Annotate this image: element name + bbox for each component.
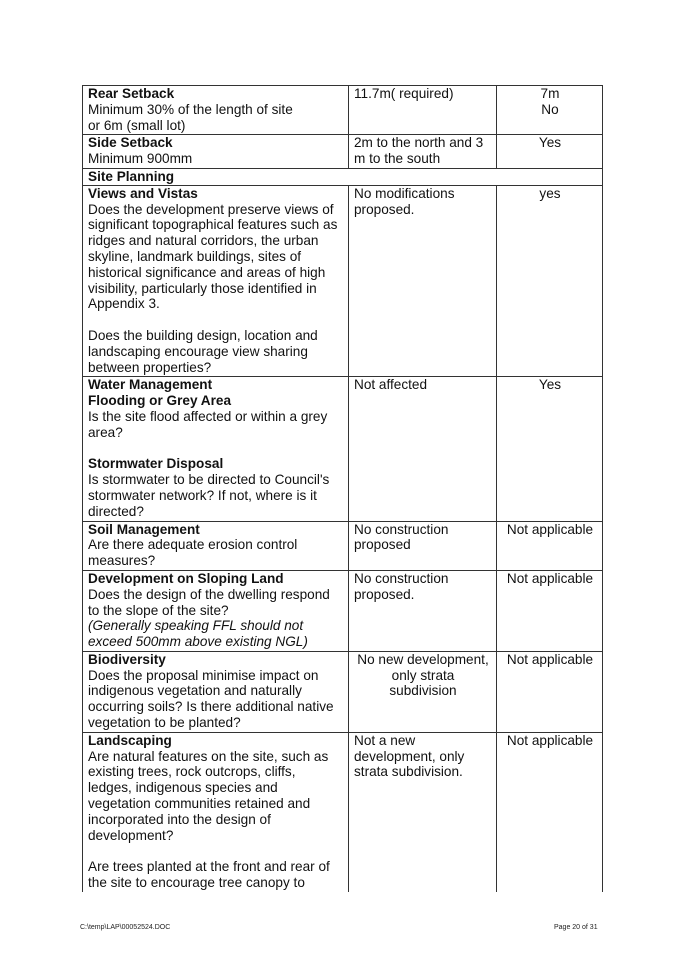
- proposal-text: Not affected: [354, 377, 428, 393]
- proposal-text: 2m to the north and 3 m to the south: [354, 135, 484, 167]
- proposal-cell: [349, 521, 497, 570]
- compliance-cell: [497, 377, 603, 521]
- criteria-cell: [83, 521, 349, 570]
- row-heading: Soil Management: [88, 521, 200, 537]
- row-heading: Biodiversity: [88, 651, 166, 667]
- row-subheading: Stormwater Disposal: [88, 456, 224, 472]
- proposal-cell: [349, 651, 497, 732]
- table-row: [83, 732, 603, 891]
- proposal-cell: [349, 135, 497, 169]
- criteria-cell: [83, 185, 349, 377]
- compliance-text: Yes: [538, 377, 562, 393]
- compliance-cell: [497, 732, 603, 891]
- row-body-2: Is stormwater to be directed to Council's stormwater network? If not, where is it directed?: [88, 472, 330, 519]
- table-row: [83, 86, 603, 135]
- criteria-cell: [83, 651, 349, 732]
- criteria-cell: [83, 135, 349, 169]
- compliance-text: Not applicable: [506, 732, 594, 748]
- proposal-cell: [349, 570, 497, 651]
- proposal-cell: [349, 86, 497, 135]
- criteria-cell: [83, 377, 349, 521]
- row-body-2: Does the building design, location and landscaping encourage view sharing between properties?: [88, 327, 318, 375]
- proposal-text: No construction proposed: [354, 521, 449, 553]
- proposal-cell: [349, 377, 497, 521]
- compliance-text: Not applicable: [506, 651, 594, 667]
- proposal-text: Not a new development, only strata subdivision.: [354, 732, 465, 780]
- table-row: [83, 651, 603, 732]
- row-body: Minimum 30% of the length of site or 6m (small lot): [88, 101, 293, 133]
- section-heading: Site Planning: [88, 168, 175, 184]
- criteria-cell: [83, 86, 349, 135]
- row-body: Does the design of the dwelling respond to the slope of the site?: [88, 586, 330, 618]
- proposal-text: 11.7m( required): [354, 86, 454, 101]
- row-body: Is the site flood affected or within a grey area?: [88, 408, 328, 440]
- row-heading: Side Setback: [88, 135, 173, 151]
- row-heading: Rear Setback: [88, 86, 175, 101]
- table-row: [83, 377, 603, 521]
- footer-page-number: Page 20 of 31: [554, 924, 598, 931]
- table-row: [83, 135, 603, 169]
- compliance-cell: [497, 651, 603, 732]
- compliance-cell: [497, 570, 603, 651]
- compliance-text: yes: [539, 185, 561, 201]
- footer-file-path: C:\temp\LAP\00052524.DOC: [80, 924, 171, 931]
- proposal-text: No modifications proposed.: [354, 185, 455, 217]
- compliance-cell: [497, 521, 603, 570]
- proposal-cell: [349, 732, 497, 891]
- compliance-cell: [497, 135, 603, 169]
- row-body-2: Are trees planted at the front and rear of the site to encourage tree canopy to: [88, 859, 330, 891]
- compliance-cell: [497, 185, 603, 377]
- row-subheading: Flooding or Grey Area: [88, 393, 232, 409]
- compliance-text: Not applicable: [506, 570, 594, 586]
- table-row: [83, 185, 603, 377]
- row-heading: Development on Sloping Land: [88, 570, 284, 586]
- row-body: Are there adequate erosion control measures?: [88, 537, 298, 569]
- table-row: [83, 570, 603, 651]
- compliance-cell: [497, 86, 603, 135]
- row-note: (Generally speaking FFL should not exceed 500mm above existing NGL): [88, 618, 308, 650]
- compliance-text: Yes: [538, 135, 562, 151]
- row-body: Are natural features on the site, such as existing trees, rock outcrops, cliffs, ledges, indigenous species and vegetation communities retained and incorporated into the design of development?: [88, 748, 329, 843]
- table-row: [83, 521, 603, 570]
- assessment-table: [82, 85, 603, 892]
- compliance-text: 7m No: [540, 86, 560, 117]
- section-row: [83, 168, 603, 185]
- proposal-cell: [349, 185, 497, 377]
- section-heading-cell: [83, 168, 603, 185]
- row-body: Minimum 900mm: [88, 151, 193, 167]
- row-heading: Water Management: [88, 377, 213, 393]
- row-body: Does the development preserve views of significant topographical features such as ridges and natural corridors, the urban skyline, landmark buildings, sites of historical significance and areas of high visibility, particularly those identified in Appendix 3.: [88, 201, 338, 312]
- row-body: Does the proposal minimise impact on indigenous vegetation and naturally occurring soils? Is there additional native vegetation to be planted?: [88, 667, 334, 731]
- row-heading: Views and Vistas: [88, 185, 198, 201]
- proposal-text: No new development, only strata subdivision: [357, 651, 489, 699]
- proposal-text: No construction proposed.: [354, 570, 449, 602]
- criteria-cell: [83, 732, 349, 891]
- row-heading: Landscaping: [88, 732, 172, 748]
- compliance-text: Not applicable: [506, 521, 594, 537]
- criteria-cell: [83, 570, 349, 651]
